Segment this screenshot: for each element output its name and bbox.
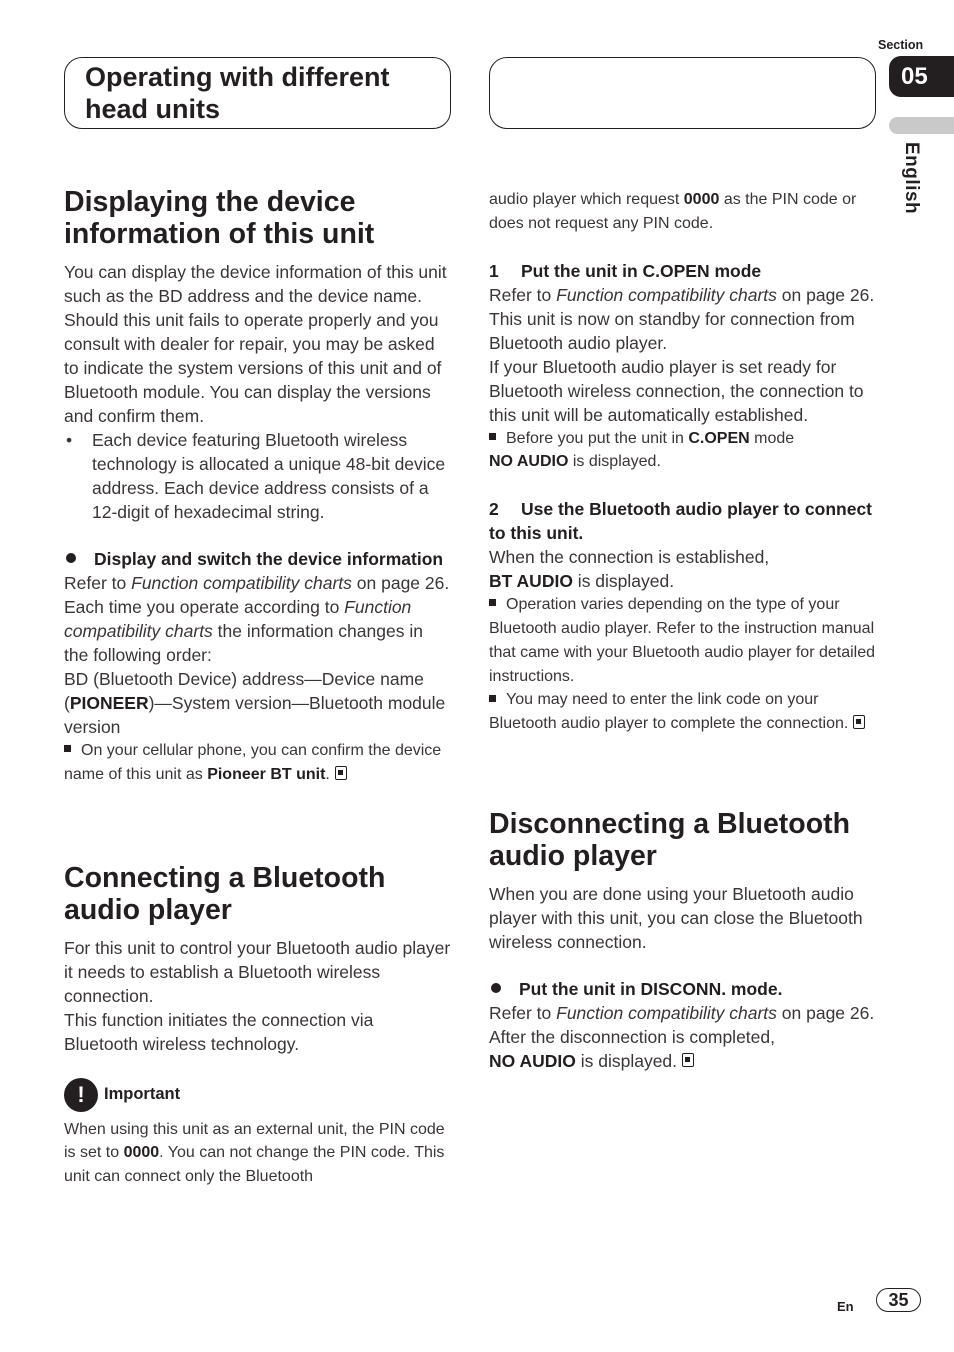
paragraph: This unit is now on standby for connection from Bluetooth audio player. <box>489 308 855 353</box>
right-column <box>489 188 877 1073</box>
chapter-title-box <box>64 57 451 129</box>
chapter-title: Operating with different head units <box>85 62 390 124</box>
paragraph: If your Bluetooth audio player is set ready for Bluetooth wireless connection, the connection to this unit will be automatically established. <box>489 356 864 425</box>
paragraph: NO AUDIO is displayed. <box>489 1049 877 1073</box>
paragraph: For this unit to control your Bluetooth audio player it needs to establish a Bluetooth wireless connection. <box>64 937 451 1006</box>
paragraph: Should this unit fails to operate properly and you consult with dealer for repair, you may be asked to indicate the system versions of this unit and of Bluetooth module. You can display the versions and confirm them. <box>64 310 442 426</box>
list-item: • Each device featuring Bluetooth wireless technology is allocated a unique 48-bit device address. Each device address consists of a 12-digit of hexadecimal string. <box>66 430 446 522</box>
end-mark-icon <box>853 715 865 729</box>
blank-header-box <box>489 57 876 129</box>
step-1-heading: 1 Put the unit in C.OPEN mode <box>489 260 762 281</box>
paragraph: When you are done using your Bluetooth audio player with this unit, you can close the Bluetooth wireless connection. <box>489 883 863 952</box>
section-label: Section <box>878 38 924 52</box>
note: You may need to enter the link code on your Bluetooth audio player to complete the connection. <box>489 688 877 736</box>
step-heading: Put the unit in DISCONN. mode. <box>489 977 877 1001</box>
note: Operation varies depending on the type of your Bluetooth audio player. Refer to the instruction manual that came with your Bluetooth audio player for detailed instructions. <box>489 596 876 685</box>
paragraph: Each time you operate according to Function compatibility charts the information changes in the following order: <box>64 597 423 665</box>
step-2-heading: 2 Use the Bluetooth audio player to connect to this unit. <box>489 499 873 544</box>
bullet-icon: • <box>66 430 73 450</box>
heading-connecting: Connecting a Bluetooth audio player <box>64 861 386 926</box>
continued-text: audio player which request 0000 as the PIN code or does not request any PIN code. <box>489 191 857 232</box>
important-heading: ! Important <box>64 1078 452 1112</box>
end-mark-icon <box>682 1053 694 1067</box>
important-icon: ! <box>64 1078 98 1112</box>
step-bullet-icon <box>66 553 76 563</box>
language-tab <box>889 117 954 134</box>
section-number-tab: 05 <box>889 56 954 97</box>
step-bullet-icon <box>491 983 501 993</box>
note-square-icon <box>489 433 496 440</box>
paragraph: Refer to Function compatibility charts on page 26. <box>489 1002 875 1023</box>
paragraph: After the disconnection is completed, <box>489 1026 775 1047</box>
note: Before you put the unit in C.OPEN mode NO AUDIO is displayed. <box>489 429 795 471</box>
heading-device-info: Displaying the device information of this unit <box>64 186 375 250</box>
paragraph: Refer to Function compatibility charts on page 26. <box>489 284 875 305</box>
paragraph: BD (Bluetooth Device) address—Device name (PIONEER)—System version—Bluetooth module version <box>64 669 446 737</box>
note-square-icon <box>489 599 496 606</box>
left-column <box>64 186 452 1189</box>
paragraph: When the connection is established, <box>489 547 770 568</box>
footer-language-code: En <box>837 1299 854 1314</box>
paragraph: Refer to Function compatibility charts on page 26. <box>64 573 450 593</box>
paragraph: You can display the device information of this unit such as the BD address and the device name. <box>64 262 447 306</box>
important-text: When using this unit as an external unit, the PIN code is set to 0000. You can not change the PIN code. This unit can connect only the Bluetooth <box>64 1120 445 1186</box>
language-label: English <box>901 142 922 215</box>
note-square-icon <box>64 745 71 752</box>
heading-disconnecting: Disconnecting a Bluetooth audio player <box>489 807 851 872</box>
paragraph: BT AUDIO is displayed. <box>489 571 675 592</box>
note: On your cellular phone, you can confirm the device name of this unit as Pioneer BT unit. <box>64 742 442 783</box>
note-square-icon <box>489 695 496 702</box>
paragraph: This function initiates the connection via Bluetooth wireless technology. <box>64 1009 374 1054</box>
page-number: 35 <box>876 1288 921 1312</box>
end-mark-icon <box>335 766 347 780</box>
step-heading: Display and switch the device information <box>64 547 452 571</box>
